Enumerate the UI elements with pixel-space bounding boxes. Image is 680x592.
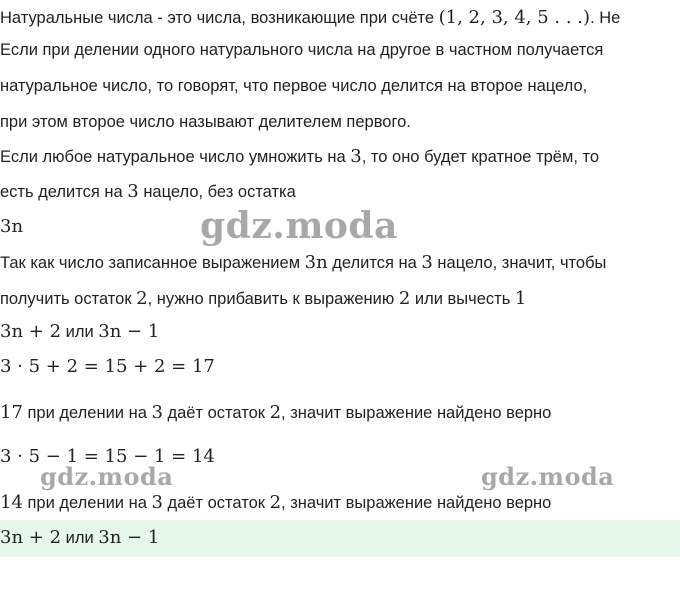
math-expression: 3n + 2 — [0, 527, 62, 548]
answer-line — [0, 526, 159, 550]
text-segment: , нужно прибавить к выражению — [147, 290, 399, 308]
math-expression: 17 — [0, 402, 23, 423]
math-expression: 2 — [398, 288, 411, 309]
math-expression: (1, 2, 3, 4, 5 . . .) — [438, 7, 591, 28]
text-segment: натуральное число, то говорят, что первое число делится на второе нацело, — [0, 77, 588, 95]
text-line — [0, 38, 603, 62]
answer-highlight — [0, 520, 680, 557]
math-expression: 3n — [304, 252, 328, 273]
math-expression: 3n − 1 — [98, 527, 160, 548]
formula-line — [0, 320, 159, 344]
watermark: gdz.moda — [481, 462, 615, 491]
math-expression: 3 — [350, 146, 362, 167]
text-line — [0, 401, 551, 425]
math-expression: 3 · 5 + 2 = 15 + 2 = 17 — [0, 356, 215, 377]
math-expression: 14 — [0, 492, 23, 513]
text-segment: или — [61, 529, 99, 547]
text-segment: , значит выражение найдено верно — [281, 404, 552, 422]
text-segment: , значит выражение найдено верно — [281, 494, 552, 512]
text-segment: или — [61, 323, 99, 341]
math-expression: 3 · 5 − 1 = 15 − 1 = 14 — [0, 446, 215, 467]
text-line — [0, 145, 599, 169]
math-expression: 3n — [0, 216, 24, 237]
text-line — [0, 110, 411, 134]
math-expression: 1 — [514, 288, 527, 309]
formula-line — [0, 355, 215, 379]
math-expression: 2 — [269, 492, 282, 513]
text-line — [0, 74, 587, 98]
math-expression: 2 — [136, 288, 148, 309]
watermark: gdz.moda — [200, 205, 398, 247]
math-expression: 2 — [269, 402, 282, 423]
text-line — [0, 180, 296, 204]
text-segment: Если любое натуральное число умножить на — [0, 148, 351, 166]
text-line — [0, 287, 526, 311]
text-segment: есть делится на — [0, 183, 128, 201]
text-segment: даёт остаток — [162, 494, 270, 512]
text-segment: . Не — [590, 9, 621, 27]
text-segment: при делении на — [22, 494, 152, 512]
text-segment: Если при делении одного натурального числа на другое в частном получается — [0, 41, 604, 59]
math-expression: 3n − 1 — [98, 321, 160, 342]
text-line — [0, 6, 620, 30]
formula-line — [0, 215, 23, 239]
watermark: gdz.moda — [40, 462, 174, 491]
text-segment: , то оно будет кратное трём, то — [361, 148, 600, 166]
text-segment: при делении на — [22, 404, 152, 422]
text-segment: нацело, значит, чтобы — [432, 254, 607, 272]
text-segment: Натуральные числа - это числа, возникающие при счёте — [0, 9, 439, 27]
text-segment: нацело, без остатка — [138, 183, 296, 201]
math-expression: 3 — [421, 252, 433, 273]
text-segment: делится на — [327, 254, 422, 272]
text-segment: получить остаток — [0, 290, 137, 308]
text-segment: даёт остаток — [162, 404, 270, 422]
math-expression: 3 — [151, 492, 163, 513]
text-segment: Так как число записанное выражением — [0, 254, 305, 272]
text-line — [0, 251, 606, 275]
math-expression: 3 — [127, 181, 139, 202]
math-expression: 3n + 2 — [0, 321, 62, 342]
text-segment: при этом второе число называют делителем первого. — [0, 113, 411, 131]
text-line — [0, 491, 551, 515]
text-segment: или вычесть — [410, 290, 515, 308]
math-expression: 3 — [151, 402, 163, 423]
